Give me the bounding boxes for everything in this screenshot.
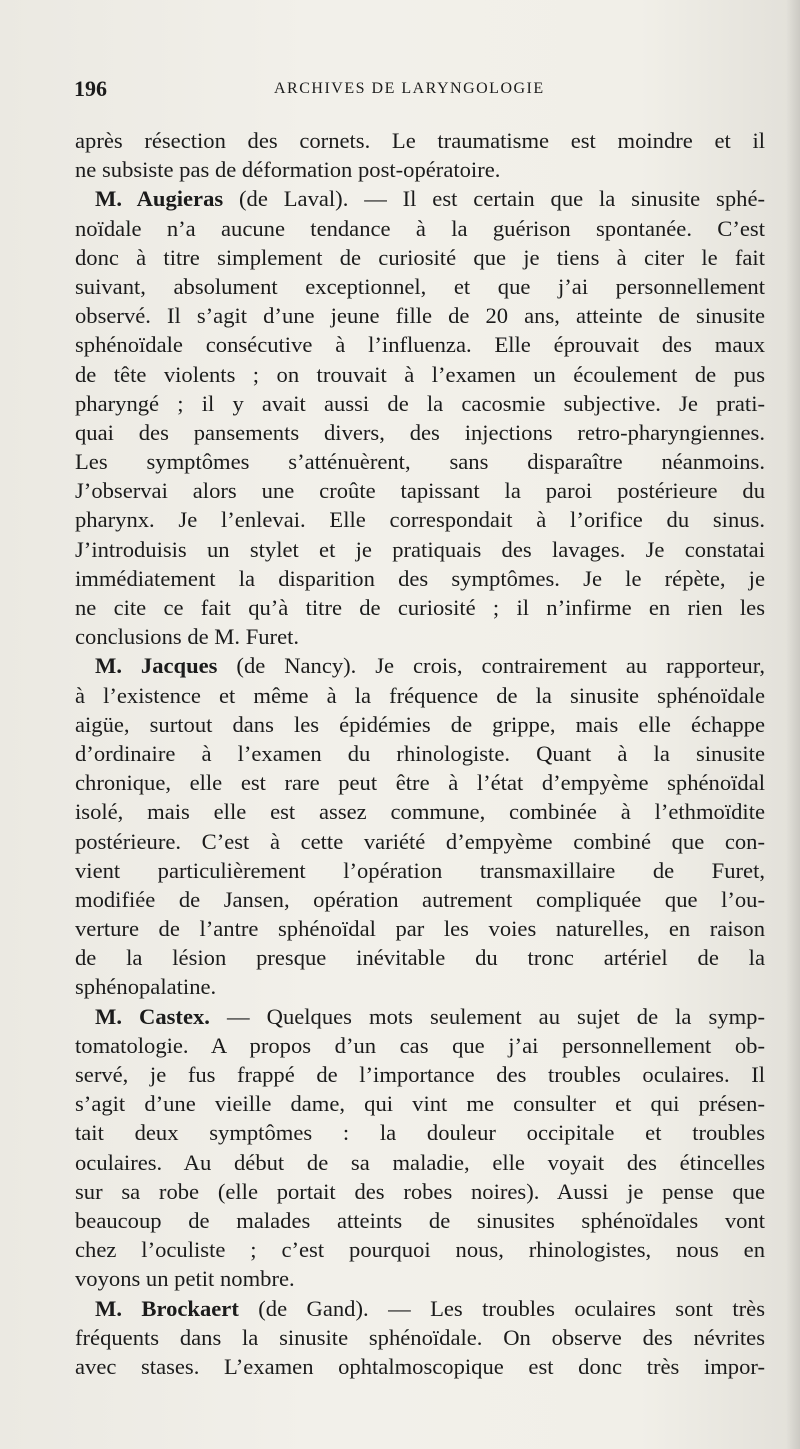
line-text: sur sa robe (elle portait des robes noires). Aussi je pense que	[75, 1178, 765, 1204]
text-line	[75, 1264, 765, 1293]
speaker-name: M. Castex.	[95, 1003, 210, 1029]
text-line	[75, 681, 765, 710]
running-title: ARCHIVES DE LARYNGOLOGIE	[274, 80, 545, 97]
line-text: fréquents dans la sinusite sphénoïdale. On observe des névrites	[75, 1324, 765, 1350]
line-text: sphénoïdale consécutive à l’influenza. Elle éprouvait des maux	[75, 332, 765, 358]
line-text: (de Nancy). Je crois, contrairement au rapporteur,	[217, 653, 765, 679]
text-line	[75, 418, 765, 447]
page-edge-shadow	[786, 0, 800, 1449]
speaker-name: M. Augieras	[95, 186, 224, 212]
text-line	[75, 243, 765, 272]
text-line	[75, 214, 765, 243]
text-line	[75, 1002, 765, 1031]
line-text: tomatologie. A propos d’un cas que j’ai personnellement ob-	[75, 1032, 765, 1058]
line-text: voyons un petit nombre.	[75, 1266, 295, 1292]
text-line	[75, 856, 765, 885]
line-text: quai des pansements divers, des injections retro-pharyngiennes.	[75, 419, 765, 445]
line-text: J’observai alors une croûte tapissant la paroi postérieure du	[75, 478, 765, 504]
line-text: tait deux symptômes : la douleur occipitale et troubles	[75, 1120, 765, 1146]
text-line	[75, 535, 765, 564]
text-line	[75, 885, 765, 914]
text-line	[75, 301, 765, 330]
text-line	[75, 476, 765, 505]
line-text: verture de l’antre sphénoïdal par les voies naturelles, en raison	[75, 916, 765, 942]
text-line	[75, 564, 765, 593]
line-text: vient particulièrement l’opération transmaxillaire de Furet,	[75, 857, 765, 883]
line-text: pharyngé ; il y avait aussi de la cacosmie subjective. Je prati-	[75, 390, 765, 416]
line-text: ne subsiste pas de déformation post-opératoire.	[75, 157, 501, 183]
line-text: de tête violents ; on trouvait à l’examen un écoulement de pus	[75, 361, 765, 387]
text-line	[75, 1206, 765, 1235]
text-line	[75, 943, 765, 972]
text-line	[75, 360, 765, 389]
line-text: Les symptômes s’atténuèrent, sans disparaître néanmoins.	[75, 449, 765, 475]
line-text: servé, je fus frappé de l’importance des troubles oculaires. Il	[75, 1062, 765, 1087]
text-line	[75, 1148, 765, 1177]
line-text: à l’existence et même à la fréquence de la sinusite sphénoïdale	[75, 682, 765, 708]
page-header	[74, 76, 764, 100]
line-text: de la lésion presque inévitable du tronc artériel de la	[75, 945, 765, 971]
page-number: 196	[74, 76, 107, 101]
line-text: chez l’oculiste ; c’est pourquoi nous, rhinologistes, nous en	[75, 1237, 765, 1263]
line-text: J’introduisis un stylet et je pratiquais des lavages. Je constatai	[75, 536, 765, 562]
text-line	[75, 126, 765, 155]
text-line	[75, 330, 765, 359]
text-line	[75, 184, 765, 213]
line-text: (de Laval). — Il est certain que la sinusite sphé-	[223, 186, 765, 212]
text-line	[75, 739, 765, 768]
text-line	[75, 1089, 765, 1118]
text-line	[75, 447, 765, 476]
text-line	[75, 272, 765, 301]
line-text: immédiatement la disparition des symptômes. Je le répète, je	[75, 565, 765, 591]
text-line	[75, 1352, 765, 1381]
text-line	[75, 1323, 765, 1352]
line-text: sphénopalatine.	[75, 974, 217, 1000]
text-line	[75, 1118, 765, 1147]
line-text: donc à titre simplement de curiosité que je tiens à citer le fait	[75, 244, 765, 270]
text-line	[75, 389, 765, 418]
text-line	[75, 505, 765, 534]
line-text: beaucoup de malades atteints de sinusites sphénoïdales vont	[75, 1207, 765, 1233]
text-line	[75, 827, 765, 856]
line-text: oculaires. Au début de sa maladie, elle voyait des étincelles	[75, 1149, 765, 1175]
line-text: pharynx. Je l’enlevai. Elle correspondait à l’orifice du sinus.	[75, 507, 765, 533]
line-text: modifiée de Jansen, opération autrement compliquée que l’ou-	[75, 886, 765, 912]
line-text: observé. Il s’agit d’une jeune fille de 20 ans, atteinte de sinusite	[75, 303, 765, 329]
line-text: d’ordinaire à l’examen du rhinologiste. Quant à la sinusite	[75, 740, 765, 766]
line-text: noïdale n’a aucune tendance à la guérison spontanée. C’est	[75, 215, 765, 241]
line-text: — Quelques mots seulement au sujet de la symp-	[209, 1003, 765, 1029]
text-line	[75, 972, 765, 1001]
speaker-name: M. Jacques	[95, 653, 218, 679]
text-line	[75, 593, 765, 622]
line-text: (de Gand). — Les troubles oculaires sont très	[238, 1295, 765, 1321]
text-line	[75, 651, 765, 680]
text-line	[75, 710, 765, 739]
speaker-name: M. Brockaert	[95, 1295, 239, 1321]
line-text: après résection des cornets. Le traumatisme est moindre et il	[75, 128, 765, 153]
text-line	[75, 1060, 765, 1089]
line-text: postérieure. C’est à cette variété d’empyème combiné que con-	[75, 828, 765, 854]
text-line	[75, 1177, 765, 1206]
line-text: suivant, absolument exceptionnel, et que j’ai personnellement	[75, 273, 765, 299]
text-line	[75, 155, 765, 184]
text-line	[75, 797, 765, 826]
line-text: avec stases. L’examen ophtalmoscopique est donc très impor-	[75, 1353, 765, 1379]
line-text: aigüe, surtout dans les épidémies de grippe, mais elle échappe	[75, 711, 765, 737]
line-text: s’agit d’une vieille dame, qui vint me consulter et qui présen-	[75, 1091, 765, 1117]
text-line	[75, 1294, 765, 1323]
body-text	[75, 126, 765, 1381]
text-line	[75, 1235, 765, 1264]
text-line	[75, 914, 765, 943]
line-text: conclusions de M. Furet.	[75, 624, 300, 650]
text-line	[75, 1031, 765, 1060]
line-text: isolé, mais elle est assez commune, combinée à l’ethmoïdite	[75, 799, 765, 825]
line-text: ne cite ce fait qu’à titre de curiosité ; il n’infirme en rien les	[75, 595, 765, 620]
text-line	[75, 622, 765, 651]
text-line	[75, 768, 765, 797]
line-text: chronique, elle est rare peut être à l’état d’empyème sphénoïdal	[75, 770, 765, 796]
